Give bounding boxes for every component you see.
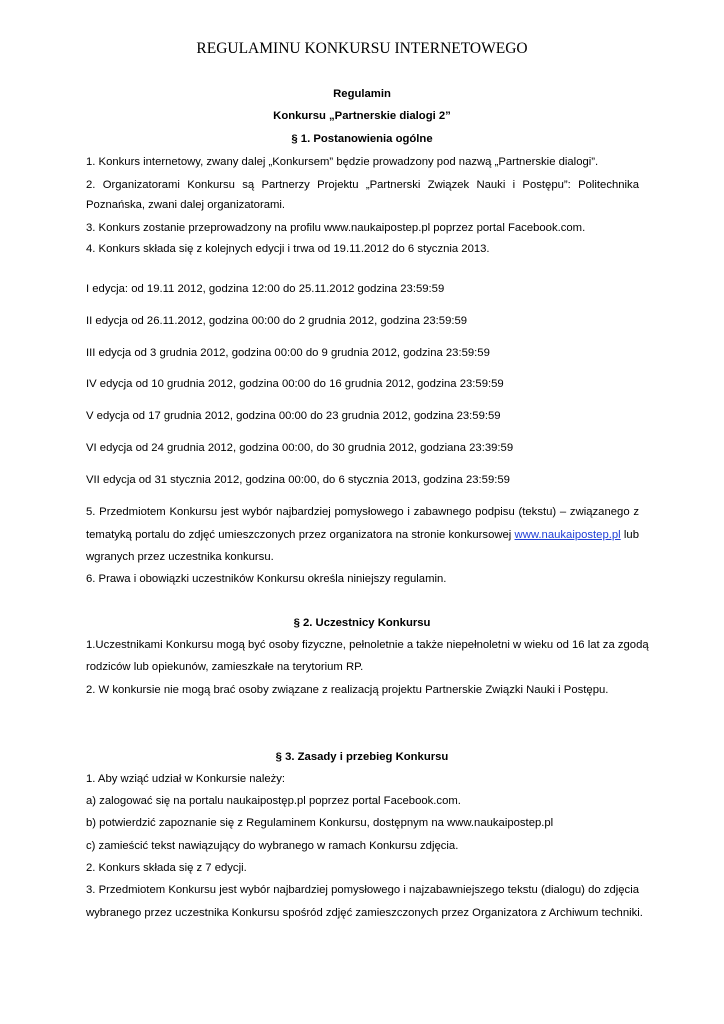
paragraph: 3. Przedmiotem Konkursu jest wybór najbardziej pomysłowego i najzabawniejszego tekstu (dialogu) do zdjęcia: [86, 884, 639, 896]
paragraph: 3. Konkurs zostanie przeprowadzony na profilu www.naukaipostep.pl poprzez portal Facebook.com.: [86, 222, 586, 234]
list-item: c) zamieścić tekst nawiązujący do wybranego w ramach Konkursu zdjęcia.: [86, 840, 459, 852]
paragraph: wgranych przez uczestnika konkursu.: [86, 551, 274, 563]
regulation-heading: Regulamin: [333, 88, 391, 100]
paragraph: Poznańska, zwani dalej organizatorami.: [86, 199, 286, 211]
paragraph: 1.Uczestnikami Konkursu mogą być osoby fizyczne, pełnoletnie a także niepełnoletni w wieku od 16 lat za zgodą: [86, 639, 649, 651]
paragraph: 1. Aby wziąć udział w Konkursie należy:: [86, 773, 286, 785]
section-3-heading: § 3. Zasady i przebieg Konkursu: [275, 751, 449, 763]
paragraph-text: tematyką portalu do zdjęć umieszczonych przez organizatora na stronie konkursowej: [86, 529, 515, 541]
paragraph: wybranego przez uczestnika Konkursu spośród zdjęć zamieszczonych przez Organizatora z Archiwum techniki.: [86, 907, 643, 919]
document-title: REGULAMINU KONKURSU INTERNETOWEGO: [196, 40, 528, 57]
paragraph: 6. Prawa i obowiązki uczestników Konkursu określa niniejszy regulamin.: [86, 573, 447, 585]
list-item: a) zalogować się na portalu naukaipostęp.pl poprzez portal Facebook.com.: [86, 795, 461, 807]
paragraph: 2. W konkursie nie mogą brać osoby związane z realizacją projektu Partnerskie Związki Nauki i Postępu.: [86, 684, 609, 696]
paragraph: 1. Konkurs internetowy, zwany dalej „Konkursem” będzie prowadzony pod nazwą „Partnerskie dialogi”.: [86, 156, 599, 168]
section-2-heading: § 2. Uczestnicy Konkursu: [293, 617, 431, 629]
paragraph: 5. Przedmiotem Konkursu jest wybór najbardziej pomysłowego i zabawnego podpisu (tekstu) – związanego z: [86, 506, 639, 518]
paragraph: 2. Organizatorami Konkursu są Partnerzy Projektu „Partnerski Związek Nauki i Postępu”: Politechnika: [86, 179, 639, 191]
edition-item: VI edycja od 24 grudnia 2012, godzina 00:00, do 30 grudnia 2012, godziana 23:39:59: [86, 442, 514, 454]
paragraph-text: lub: [620, 529, 639, 541]
paragraph: 2. Konkurs składa się z 7 edycji.: [86, 862, 247, 874]
section-1-heading: § 1. Postanowienia ogólne: [291, 133, 433, 145]
edition-item: IV edycja od 10 grudnia 2012, godzina 00:00 do 16 grudnia 2012, godzina 23:59:59: [86, 378, 504, 390]
edition-item: II edycja od 26.11.2012, godzina 00:00 do 2 grudnia 2012, godzina 23:59:59: [86, 315, 468, 327]
edition-item: VII edycja od 31 stycznia 2012, godzina 00:00, do 6 stycznia 2013, godzina 23:59:59: [86, 474, 510, 486]
paragraph: rodziców lub opiekunów, zamieszkałe na terytorium RP.: [86, 661, 364, 673]
edition-item: III edycja od 3 grudnia 2012, godzina 00:00 do 9 grudnia 2012, godzina 23:59:59: [86, 347, 490, 359]
list-item: b) potwierdzić zapoznanie się z Regulaminem Konkursu, dostępnym na www.naukaipostep.pl: [86, 817, 554, 829]
edition-item: V edycja od 17 grudnia 2012, godzina 00:00 do 23 grudnia 2012, godzina 23:59:59: [86, 410, 501, 422]
paragraph: 4. Konkurs składa się z kolejnych edycji i trwa od 19.11.2012 do 6 stycznia 2013.: [86, 243, 490, 255]
paragraph: [86, 528, 639, 542]
edition-item: I edycja: od 19.11 2012, godzina 12:00 do 25.11.2012 godzina 23:59:59: [86, 283, 445, 295]
contest-name-heading: Konkursu „Partnerskie dialogi 2”: [273, 110, 451, 122]
naukaipostep-link[interactable]: www.naukaipostep.pl: [514, 529, 621, 541]
